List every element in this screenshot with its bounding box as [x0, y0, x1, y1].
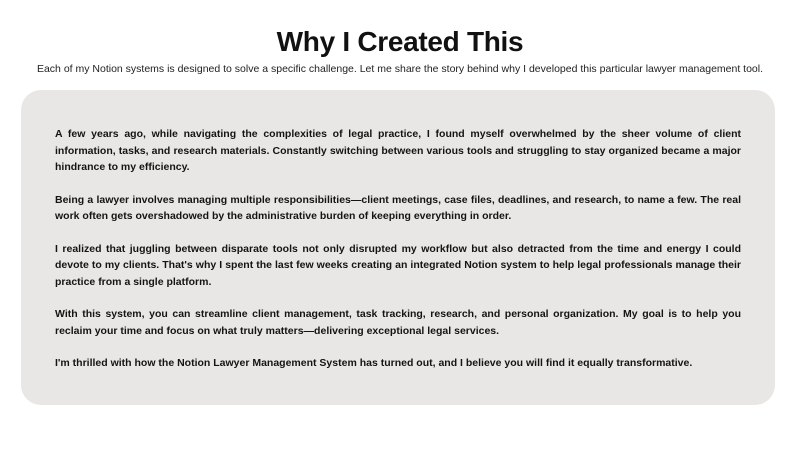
story-paragraph-3: I realized that juggling between disparate tools not only disrupted my workflow but also detracted from the time and energy I could devote to my clients. That's why I spent the last few weeks creating an integrated Notion system to help legal professionals manage their practice from a single platform.: [55, 242, 741, 288]
story-card: [21, 90, 775, 405]
page-subtitle: Each of my Notion systems is designed to solve a specific challenge. Let me share the story behind why I developed this particular lawyer management tool.: [36, 63, 764, 75]
page-title: Why I Created This: [276, 26, 524, 57]
story-paragraph-2: Being a lawyer involves managing multiple responsibilities—client meetings, case files, deadlines, and research, to name a few. The real work often gets overshadowed by the administrative burden of keeping everything in order.: [55, 193, 741, 222]
story-paragraph-5: I'm thrilled with how the Notion Lawyer Management System has turned out, and I believe you will find it equally transformative.: [55, 357, 693, 369]
story-paragraph-4: With this system, you can streamline client management, task tracking, research, and personal organization. My goal is to help you reclaim your time and focus on what truly matters—delivering exceptional legal services.: [55, 308, 741, 337]
story-paragraph-1: A few years ago, while navigating the complexities of legal practice, I found myself overwhelmed by the sheer volume of client information, tasks, and research materials. Constantly switching between various tools and struggling to stay organized became a major hindrance to my efficiency.: [55, 128, 741, 173]
